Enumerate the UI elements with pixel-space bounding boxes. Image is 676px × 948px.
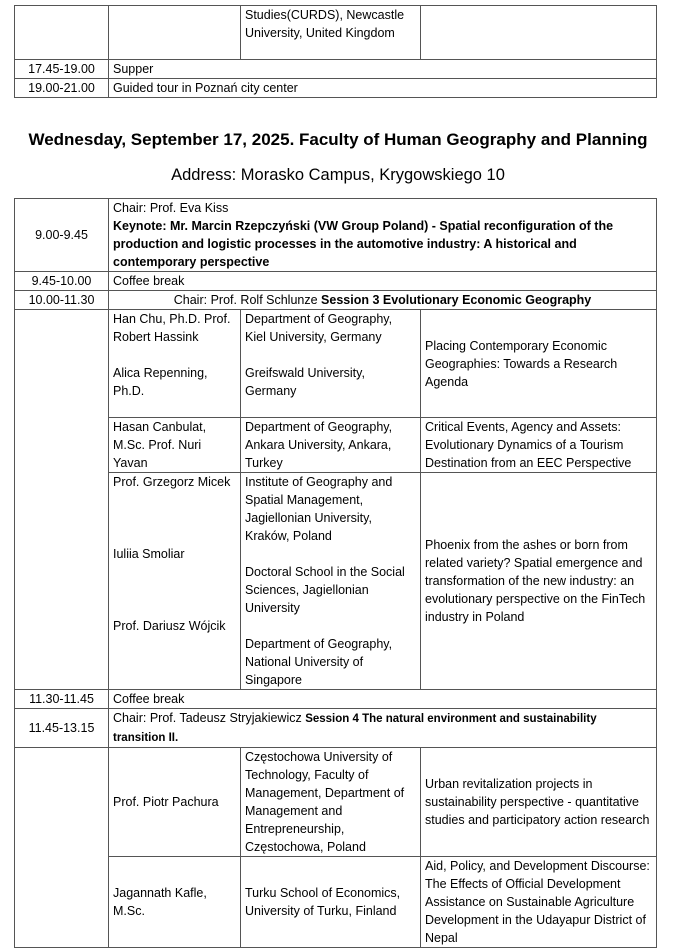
chair-label: Chair: Prof. Eva Kiss	[113, 201, 229, 215]
schedule-table-previous-day	[14, 5, 657, 98]
title-cell: Phoenix from the ashes or born from related variety? Spatial emergence and transformation of the new industry: an evolutionary perspective on the FinTech industry in Poland	[421, 473, 657, 690]
title-cell	[421, 6, 657, 60]
table-row	[15, 60, 657, 79]
session-header-cell	[109, 709, 657, 748]
time-cell	[15, 748, 109, 948]
talk-row	[15, 310, 657, 418]
title-cell: Aid, Policy, and Development Discourse: The Effects of Official Development Assistance on Sustainable Agriculture Development in the Udayapur District of Nepal	[421, 857, 657, 948]
schedule-table	[14, 198, 657, 948]
keynote-title: Keynote: Mr. Marcin Rzepczyński (VW Group Poland) - Spatial reconfiguration of the production and logistic processes in the automotive industry: A historical and contemporary perspective	[113, 219, 614, 269]
authors-text: Alica Repenning, Ph.D.	[113, 366, 208, 398]
affiliation-text: Department of Geography, Kiel University, Germany	[245, 312, 393, 344]
event-cell: Guided tour in Poznań city center	[109, 79, 657, 98]
talk-row	[15, 418, 657, 473]
session-title: Session 3 Evolutionary Economic Geography	[321, 293, 592, 307]
coffee-break-row	[15, 690, 657, 709]
event-cell: Coffee break	[109, 272, 657, 291]
session-title: Session 4 The natural environment and sustainability transition II.	[113, 713, 597, 744]
affiliation-text: Doctoral School in the Social Sciences, Jagiellonian University	[245, 565, 405, 615]
affiliation-cell	[241, 310, 421, 418]
keynote-row	[15, 199, 657, 272]
chair-label: Chair: Prof. Rolf Schlunze	[173, 293, 322, 307]
talk-row	[15, 473, 657, 690]
event-cell: Coffee break	[109, 690, 657, 709]
title-cell: Critical Events, Agency and Assets: Evolutionary Dynamics of a Tourism Destination from an EEC Perspective	[421, 418, 657, 473]
affiliation-cell: Częstochowa University of Technology, Faculty of Management, Department of Management and Entrepreneurship, Częstochowa, Poland	[241, 748, 421, 857]
affiliation-cell	[241, 473, 421, 690]
time-cell: 9.00-9.45	[15, 199, 109, 272]
time-cell: 10.00-11.30	[15, 291, 109, 310]
authors-cell	[109, 473, 241, 690]
authors-cell: Jagannath Kafle, M.Sc.	[109, 857, 241, 948]
address-line: Address: Morasko Campus, Krygowskiego 10	[171, 166, 505, 184]
time-cell	[15, 6, 109, 60]
event-cell: Supper	[109, 60, 657, 79]
session-header-cell	[109, 291, 657, 310]
authors-text: Prof. Dariusz Wójcik	[113, 619, 226, 633]
title-cell: Placing Contemporary Economic Geographies: Towards a Research Agenda	[421, 310, 657, 418]
talk-row	[15, 857, 657, 948]
authors-text: Han Chu, Ph.D. Prof. Robert Hassink	[113, 312, 231, 344]
authors-cell: Prof. Piotr Pachura	[109, 748, 241, 857]
time-cell: 11.30-11.45	[15, 690, 109, 709]
talk-row	[15, 748, 657, 857]
session-header-row	[15, 709, 657, 748]
affiliation-cell: Turku School of Economics, University of Turku, Finland	[241, 857, 421, 948]
time-cell: 9.45-10.00	[15, 272, 109, 291]
affiliation-text: Greifswald University, Germany	[245, 366, 365, 398]
day-heading: Wednesday, September 17, 2025. Faculty of Human Geography and Planning	[28, 130, 648, 149]
chair-label: Chair: Prof. Tadeusz Stryjakiewicz	[113, 711, 306, 725]
keynote-cell	[109, 199, 657, 272]
time-cell: 11.45-13.15	[15, 709, 109, 748]
time-cell: 19.00-21.00	[15, 79, 109, 98]
authors-text: Prof. Grzegorz Micek	[113, 475, 231, 489]
authors-cell	[109, 6, 241, 60]
time-cell	[15, 310, 109, 690]
authors-cell: Hasan Canbulat, M.Sc. Prof. Nuri Yavan	[109, 418, 241, 473]
affiliation-cell: Studies(CURDS), Newcastle University, United Kingdom	[241, 6, 421, 60]
table-row	[15, 6, 657, 60]
time-cell: 17.45-19.00	[15, 60, 109, 79]
title-cell: Urban revitalization projects in sustainability perspective - quantitative studies and participatory action research	[421, 748, 657, 857]
affiliation-cell: Department of Geography, Ankara University, Ankara, Turkey	[241, 418, 421, 473]
authors-text: Iuliia Smoliar	[113, 547, 185, 561]
session-header-row	[15, 291, 657, 310]
authors-cell	[109, 310, 241, 418]
coffee-break-row	[15, 272, 657, 291]
table-row	[15, 79, 657, 98]
affiliation-text: Department of Geography, National University of Singapore	[245, 637, 393, 687]
affiliation-text: Institute of Geography and Spatial Management, Jagiellonian University, Kraków, Poland	[245, 475, 393, 543]
